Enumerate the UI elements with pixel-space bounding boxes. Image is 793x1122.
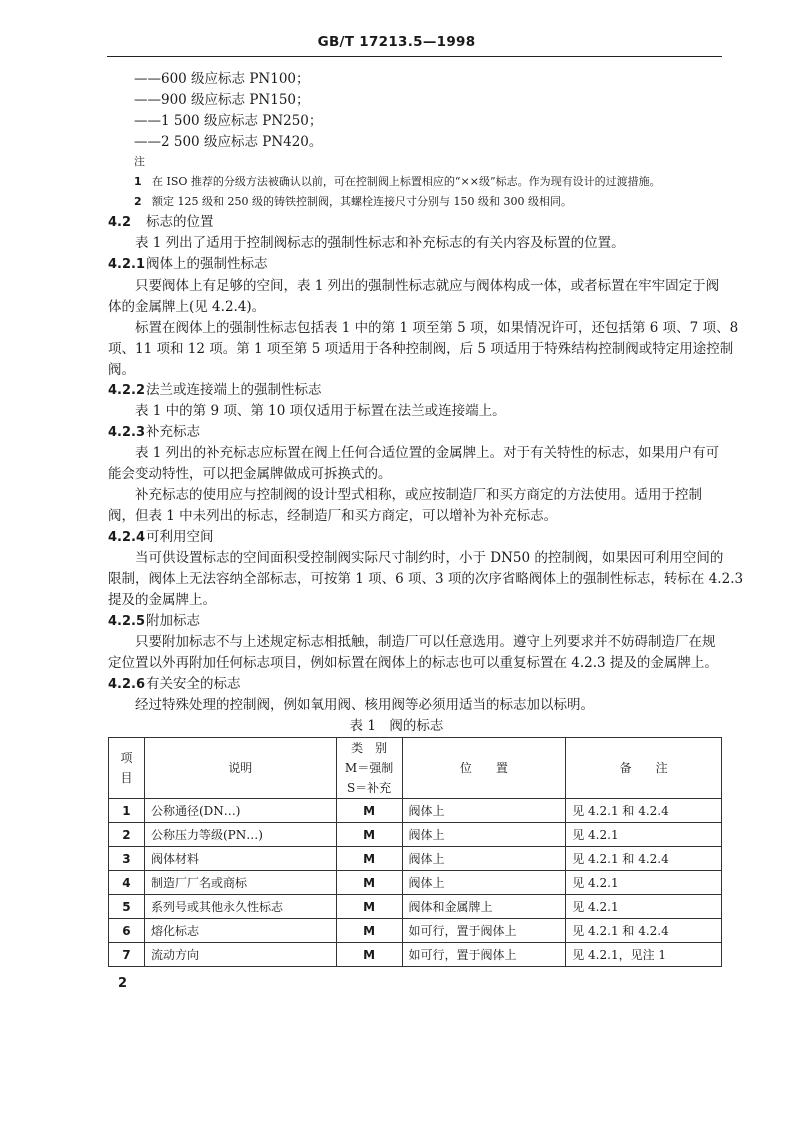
cell-item: 1 <box>109 799 145 823</box>
section-4-2-heading <box>108 211 214 234</box>
section-number: 4.2.4 <box>108 530 146 545</box>
cell-category: M <box>336 799 402 823</box>
cell-description: 流动方向 <box>144 943 336 967</box>
section-title: 可利用空间 <box>146 529 214 545</box>
cell-position: 如可行，置于阀体上 <box>402 943 566 967</box>
cell-item: 7 <box>109 943 145 967</box>
cell-remark: 见 4.2.1 <box>566 871 722 895</box>
cell-item: 2 <box>109 823 145 847</box>
cell-item: 5 <box>109 895 145 919</box>
header-category-line1: 类 别 <box>351 741 388 755</box>
section-title: 补充标志 <box>146 424 200 440</box>
section-title: 阀体上的强制性标志 <box>146 256 268 272</box>
section-4-2-1-p2-line1: 标置在阀体上的强制性标志包括表 1 中的第 1 项至第 5 项，如果情况许可，还包括第 6 项、7 项、8 <box>135 320 739 336</box>
note-2-number: 2 <box>134 195 142 208</box>
cell-remark: 见 4.2.1 和 4.2.4 <box>566 847 722 871</box>
section-4-2-6-heading <box>108 673 241 696</box>
table-row <box>109 871 722 895</box>
dash-item-2500: ——2 500 级应标志 PN420。 <box>134 134 323 150</box>
cell-item: 3 <box>109 847 145 871</box>
section-number: 4.2.3 <box>108 425 146 440</box>
page-header: GB/T 17213.5—1998 <box>317 34 476 50</box>
cell-item: 4 <box>109 871 145 895</box>
table-row <box>109 847 722 871</box>
cell-description: 熔化标志 <box>144 919 336 943</box>
note-2-text: 额定 125 级和 250 级的铸铁控制阀，其螺栓连接尺寸分别与 150 级和 300 级相同。 <box>152 195 572 208</box>
cell-position: 阀体上 <box>402 799 566 823</box>
cell-position: 阀体和金属牌上 <box>402 895 566 919</box>
note-2 <box>134 191 572 213</box>
table-row <box>109 823 722 847</box>
cell-remark: 见 4.2.1 和 4.2.4 <box>566 919 722 943</box>
cell-position: 阀体上 <box>402 823 566 847</box>
note-1-number: 1 <box>134 175 142 188</box>
header-category-line2: M＝强制 <box>344 761 394 775</box>
section-4-2-1-heading <box>108 253 268 276</box>
header-remark: 备 注 <box>566 738 722 799</box>
dash-item-900: ——900 级应标志 PN150； <box>134 92 310 108</box>
cell-category: M <box>336 823 402 847</box>
dash-item-600: ——600 级应标志 PN100； <box>134 71 310 87</box>
section-title: 有关安全的标志 <box>146 676 241 692</box>
section-4-2-6-paragraph: 经过特殊处理的控制阀，例如氧用阀、核用阀等必须用适当的标志加以标明。 <box>135 697 594 713</box>
header-category-line3: S＝补充 <box>346 781 392 795</box>
section-4-2-5-heading <box>108 610 200 633</box>
cell-position: 阀体上 <box>402 847 566 871</box>
section-4-2-4-p1-line1: 当可供设置标志的空间面积受控制阀实际尺寸制约时，小于 DN50 的控制阀，如果因可利用空间的 <box>135 550 724 566</box>
section-4-2-3-p2-line1: 补充标志的使用应与控制阀的设计型式相称，或应按制造厂和买方商定的方法使用。适用于控制 <box>135 487 702 503</box>
table-row <box>109 919 722 943</box>
section-4-2-1-p2-line3: 阀。 <box>108 362 135 378</box>
table-caption: 表 1 阀的标志 <box>349 718 444 734</box>
section-4-2-paragraph: 表 1 列出了适用于控制阀标志的强制性标志和补充标志的有关内容及标置的位置。 <box>135 235 625 251</box>
cell-category: M <box>336 871 402 895</box>
valve-marking-table <box>108 737 722 967</box>
header-position: 位 置 <box>402 738 566 799</box>
table-row <box>109 799 722 823</box>
note-1 <box>134 171 661 193</box>
cell-category: M <box>336 895 402 919</box>
section-4-2-2-paragraph: 表 1 中的第 9 项、第 10 项仅适用于标置在法兰或连接端上。 <box>135 403 506 419</box>
cell-description: 公称压力等级(PN…) <box>144 823 336 847</box>
section-4-2-4-p1-line2: 限制，阀体上无法容纳全部标志，可按第 1 项、6 项、3 项的次序省略阀体上的强制性标志，转标在 4.2.3 <box>108 571 744 587</box>
section-4-2-3-heading <box>108 421 200 444</box>
cell-category: M <box>336 847 402 871</box>
page-number: 2 <box>118 976 128 991</box>
section-4-2-1-p1-line1: 只要阀体上有足够的空间，表 1 列出的强制性标志就应与阀体构成一体，或者标置在牢牢固定于阀 <box>135 278 720 294</box>
section-number: 4.2 <box>108 215 132 230</box>
table-row <box>109 943 722 967</box>
header-category <box>336 738 402 799</box>
table-row <box>109 895 722 919</box>
section-4-2-1-p1-line2: 体的金属牌上(见 4.2.4)。 <box>108 299 266 315</box>
section-4-2-2-heading <box>108 379 322 402</box>
cell-remark: 见 4.2.1，见注 1 <box>566 943 722 967</box>
header-description: 说明 <box>144 738 336 799</box>
cell-description: 制造厂厂名或商标 <box>144 871 336 895</box>
section-4-2-3-p2-line2: 阀，但表 1 中未列出的标志，经制造厂和买方商定，可以增补为补充标志。 <box>108 508 558 524</box>
cell-category: M <box>336 919 402 943</box>
section-number: 4.2.2 <box>108 383 146 398</box>
cell-description: 公称通径(DN…) <box>144 799 336 823</box>
section-4-2-1-p2-line2: 项、11 项和 12 项。第 1 项至第 5 项适用于各种控制阀，后 5 项适用于特殊结构控制阀或特定用途控制 <box>108 341 734 357</box>
section-title: 标志的位置 <box>146 214 214 230</box>
table-header-row <box>109 738 722 799</box>
note-label: 注 <box>134 155 145 168</box>
section-4-2-4-heading <box>108 526 214 549</box>
section-4-2-4-p1-line3: 提及的金属牌上。 <box>108 592 216 608</box>
section-4-2-3-p1-line1: 表 1 列出的补充标志应标置在阀上任何合适位置的金属牌上。对于有关特性的标志，如果用户有可 <box>135 445 720 461</box>
section-number: 4.2.1 <box>108 257 146 272</box>
section-number: 4.2.6 <box>108 677 146 692</box>
cell-remark: 见 4.2.1 <box>566 823 722 847</box>
header-rule <box>107 56 722 57</box>
section-4-2-5-p1-line1: 只要附加标志不与上述规定标志相抵触，制造厂可以任意选用。遵守上列要求并不妨碍制造厂在规 <box>135 634 716 650</box>
cell-remark: 见 4.2.1 和 4.2.4 <box>566 799 722 823</box>
section-4-2-3-p1-line2: 能会变动特性，可以把金属牌做成可拆换式的。 <box>108 466 392 482</box>
section-title: 法兰或连接端上的强制性标志 <box>146 382 322 398</box>
cell-position: 阀体上 <box>402 871 566 895</box>
cell-position: 如可行，置于阀体上 <box>402 919 566 943</box>
cell-category: M <box>336 943 402 967</box>
note-1-text: 在 ISO 推荐的分级方法被确认以前，可在控制阀上标置相应的“××级”标志。作为现有设计的过渡措施。 <box>152 175 661 188</box>
cell-remark: 见 4.2.1 <box>566 895 722 919</box>
section-number: 4.2.5 <box>108 614 146 629</box>
cell-description: 系列号或其他永久性标志 <box>144 895 336 919</box>
cell-description: 阀体材料 <box>144 847 336 871</box>
cell-item: 6 <box>109 919 145 943</box>
section-title: 附加标志 <box>146 613 200 629</box>
header-item: 项目 <box>109 738 145 799</box>
section-4-2-5-p1-line2: 定位置以外再附加任何标志项目，例如标置在阀体上的标志也可以重复标置在 4.2.3 提及的金属牌上。 <box>108 655 718 671</box>
dash-item-1500: ——1 500 级应标志 PN250； <box>134 113 323 129</box>
